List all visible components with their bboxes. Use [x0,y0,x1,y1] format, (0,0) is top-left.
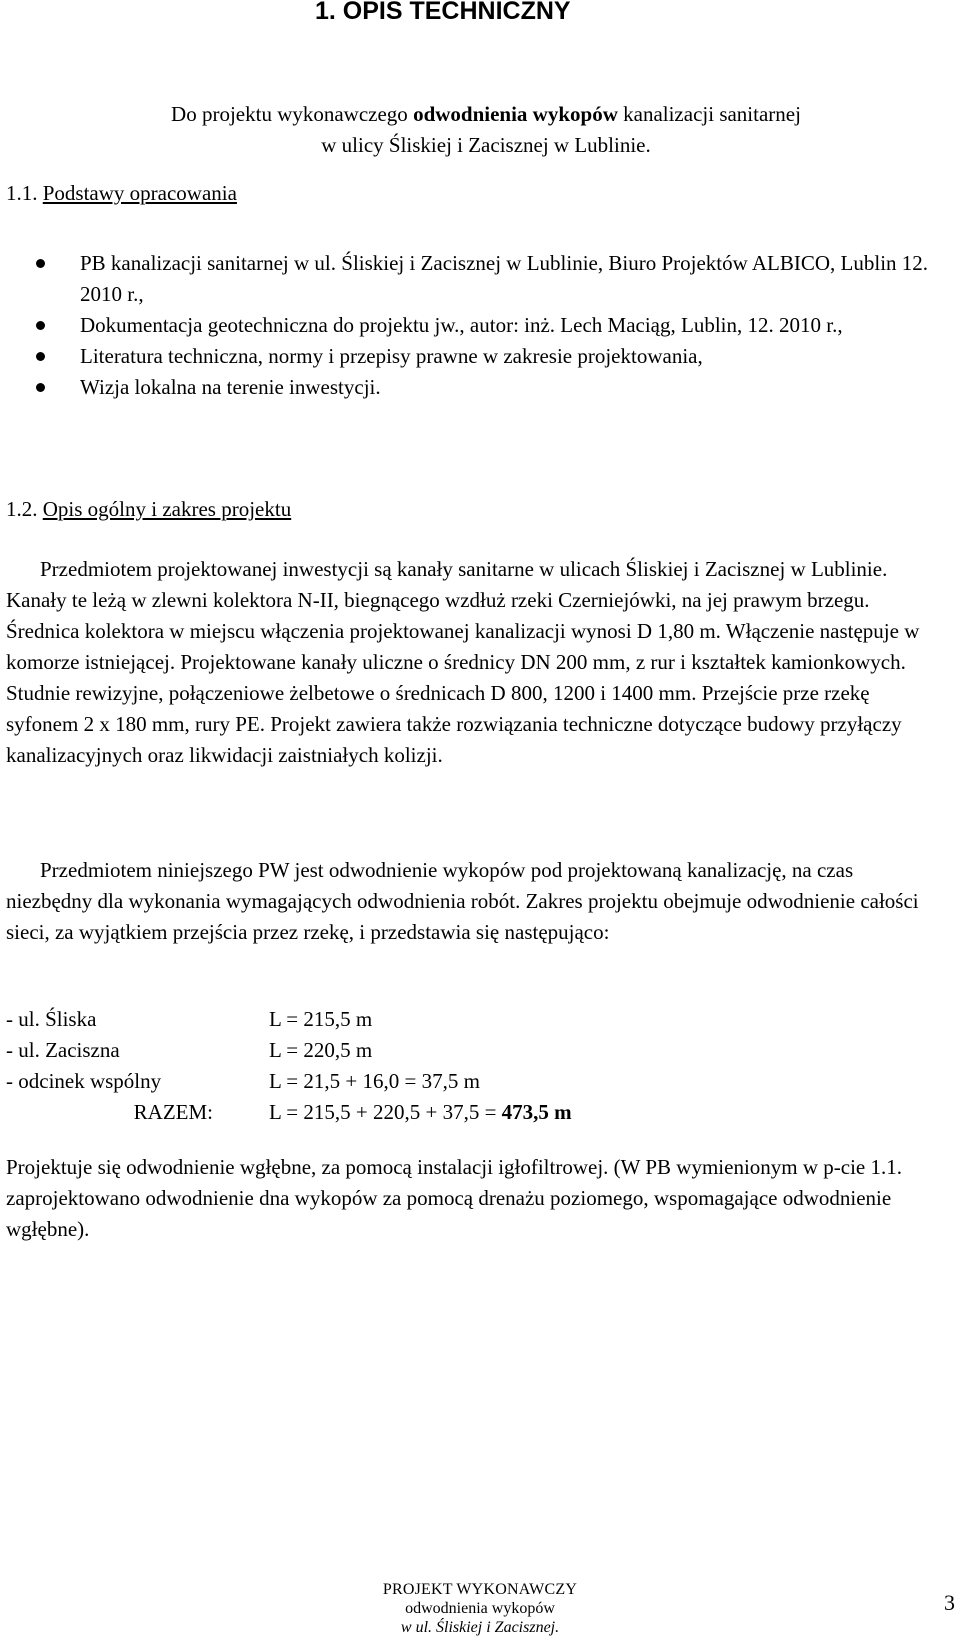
list-item: Wizja lokalna na terenie inwestycji. [80,372,930,403]
intro-bold-text: odwodnienia wykopów [413,102,618,126]
intro-line-2: w ulicy Śliskiej i Zacisznej w Lublinie. [321,133,651,157]
references-list [80,248,930,403]
page-footer [290,1580,670,1637]
scope-paragraph: Przedmiotem niniejszego PW jest odwodnienie wykopów pod projektowaną kanalizację, na czas niezbędny dla wykonania wymagających odwodnienia robót. Zakres projektu obejmuje odwodnienie całości sieci, za wyjątkiem przejścia przez rzekę, i przedstawia się następująco: [6,858,919,944]
footer-line-1: PROJEKT WYKONAWCZY [382,1581,578,1598]
bullet-icon [36,352,45,361]
section-heading-1-2: 1.2. Opis ogólny i zakres projektu [6,497,292,521]
bullet-icon [36,259,45,268]
list-item: PB kanalizacji sanitarnej w ul. Śliskiej i Zacisznej w Lublinie, Biuro Projektów ALBICO, Lublin 12. 2010 r., [80,248,930,310]
description-paragraph: Przedmiotem projektowanej inwestycji są kanały sanitarne w ulicach Śliskiej i Zacisznej w Lublinie. Kanały te leżą w zlewni kolektora N-II, biegnącego wzdłuż rzeki Czerniejówki, na jej prawym brzegu. Średnica kolektora w miejscu włączenia projektowanej kanalizacji wynosi D 1,80 m. Włączenie następuje w komorze istniejącej. Projektowane kanały uliczne o średnicy DN 200 mm, z rur i kształtek kamionkowych. Studnie rewizyjne, połączeniowe żelbetowe o średnicach D 800, 1200 i 1400 mm. Przejście prze rzekę syfonem 2 x 180 mm, rury PE. Projekt zawiera także rozwiązania techniczne dotyczące budowy przyłączy kanalizacyjnych oraz likwidacji zaistniałych kolizji. [6,557,920,767]
total-value: 473,5 m [501,1100,572,1124]
bullet-icon [36,321,45,330]
footer-line-2: odwodnienia wykopów [405,1600,555,1617]
intro-paragraph [86,99,886,161]
list-item: Literatura techniczna, normy i przepisy prawne w zakresie projektowania, [80,341,930,372]
footer-line-3: w ul. Śliskiej i Zacisznej. [400,1619,560,1636]
bullet-icon [36,383,45,392]
document-page: 1. OPIS TECHNICZNY Do projektu wykonawczego odwodnienia wykopów kanalizacji sanitarnej w ulicy Śliskiej i Zacisznej w Lublinie. 1.1. Podstawy opracowania PB kanalizacji sanitarnej w ul. Śliskiej i Zacisznej w Lublinie, Biuro Projektów ALBICO, Lublin 12. 2010 r., Dokumentacja geotechniczna do projektu jw., autor: inż. Lech Maciąg, Lublin, 12. 2010 r., Literatura techniczna, normy i przepisy prawne w zakresie projektowania, Wizja lokalna na terenie inwestycji. 1.2. Opis ogólny i zakres projektu Przedmiotem projektowanej inwestycji są kanały sanitarne w ulicach Śliskiej i Zacisznej w Lublinie. Kanały te leżą w zlewni kolektora N-II, biegnącego wzdłuż rzeki Czerniejówki, na jej prawym brzegu. Średnica kolektora w miejscu włączenia projektowanej kanalizacji wynosi D 1,80 m. Włączenie następuje w komorze istniejącej. Projektowane kanały uliczne o średnicy DN 200 mm, z rur i kształtek kamionkowych. Studnie rewizyjne, połączeniowe żelbetowe o średnicach D 800, 1200 i 1400 mm. Przejście prze rzekę syfonem 2 x 180 mm, rury PE. Projekt zawiera także rozwiązania techniczne dotyczące budowy przyłączy kanalizacyjnych oraz likwidacji zaistniałych kolizji. Przedmiotem niniejszego PW jest odwodnienie wykopów pod projektowaną kanalizację, na czas niezbędny dla wykonania wymagających odwodnienia robót. Zakres projektu obejmuje odwodnienie całości sieci, za wyjątkiem przejścia przez rzekę, i przedstawia się następująco: - ul. Śliska L = 215,5 m - ul. Zaciszna L = 220,5 m - odcinek wspólny L = 21,5 + 16,0 = 37,5 m RAZEM: L = 215,5 + 220,5 + 37,5 = 473,5 m Projektuje się odwodnienie wgłębne, za pomocą instalacji igłofiltrowej. (W PB wymienionym w p-cie 1.1. zaprojektowano odwodnienie dna wykopów za pomocą drenażu poziomego, wspomagające odwodnienie wgłębne). PROJEKT WYKONAWCZY odwodnienia wykopów w ul. Śliskiej i Zacisznej. 3 [0,0,960,1642]
method-paragraph: Projektuje się odwodnienie wgłębne, za pomocą instalacji igłofiltrowej. (W PB wymienionym w p-cie 1.1. zaprojektowano odwodnienie dna wykopów za pomocą drenażu poziomego, wspomagające odwodnienie wgłębne). [6,1155,902,1241]
intro-line-1: Do projektu wykonawczego odwodnienia wykopów kanalizacji sanitarnej [171,102,801,126]
page-title: 1. OPIS TECHNICZNY [315,0,571,25]
section-heading-1-1: 1.1. Podstawy opracowania [6,181,237,205]
page-number: 3 [944,1590,955,1615]
list-item: Dokumentacja geotechniczna do projektu jw., autor: inż. Lech Maciąg, Lublin, 12. 2010 r., [80,310,930,341]
